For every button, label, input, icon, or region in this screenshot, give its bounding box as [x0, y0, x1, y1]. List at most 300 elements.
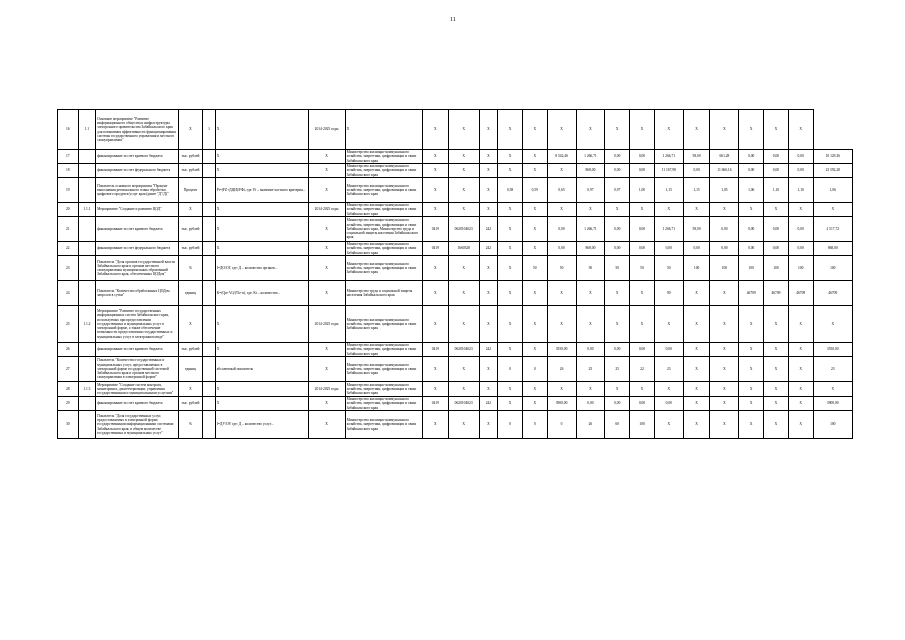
table-cell: X: [422, 306, 448, 343]
table-cell: единиц: [178, 281, 203, 306]
table-cell: Показатель "Количество государственных и муниципальных услуг, предоставляемых в электронной форме государственной системой Забайкальского края и органов местного самоуправления в электронной форме": [96, 357, 178, 382]
table-cell: X: [739, 382, 764, 397]
table-cell: 1 266,71: [576, 217, 605, 242]
table-cell: X: [788, 306, 813, 343]
table-cell: X: [448, 357, 479, 382]
table-cell: [78, 256, 96, 281]
table-cell: Показатель "Количество обработанных ЦОДом запросов в сутки": [96, 281, 178, 306]
table-cell: X: [448, 306, 479, 343]
table-cell: 0,00: [547, 242, 576, 256]
table-cell: 0,00: [547, 217, 576, 242]
table-row: [58, 343, 853, 357]
table-cell: 27: [58, 357, 79, 382]
table-cell: X: [215, 217, 308, 242]
table-cell: 50: [547, 256, 576, 281]
table-cell: X: [178, 382, 203, 397]
table-cell: X: [422, 256, 448, 281]
table-cell: X: [498, 343, 523, 357]
table-cell: Показатель "Доля органов государственной власти Забайкальского края и органов местного самоуправления муниципальных образований Забайкальского края, обеспеченных ЦОДом": [96, 256, 178, 281]
table-row: [58, 281, 853, 306]
table-cell: Мероприятие "Развитие государственных информационных систем Забайкальского края, используемых при предоставлении государственных и муниципальных услуг в электронной форме, а также обеспечение возможности предоставления государственных и муниципальных услуг в электронном виде": [96, 306, 178, 343]
table-cell: 0,00: [764, 164, 789, 178]
table-cell: X: [788, 382, 813, 397]
table-cell: X: [739, 110, 764, 150]
table-cell: I=ДО/ОГ, где: Д – количество органов...: [215, 256, 308, 281]
table-cell: Мероприятие "Создание и развитие ЦОД": [96, 203, 178, 217]
table-cell: 0,00: [605, 150, 630, 164]
table-cell: 50: [630, 256, 655, 281]
table-cell: 20: [58, 203, 79, 217]
table-cell: X: [498, 242, 523, 256]
table-cell: X: [215, 164, 308, 178]
table-cell: 11 666,16: [710, 164, 739, 178]
table-cell: 0,00: [630, 242, 655, 256]
table-cell: X: [576, 203, 605, 217]
table-cell: X: [788, 343, 813, 357]
table-cell: 0,00: [605, 397, 630, 411]
table-cell: 0,00: [764, 217, 789, 242]
table-cell: 2014-2025 годы: [308, 110, 345, 150]
table-cell: 0,00: [654, 242, 683, 256]
table-cell: 30: [58, 411, 79, 439]
table-cell: Процент: [178, 178, 203, 203]
table-cell: 1 266,71: [654, 150, 683, 164]
table-cell: X: [448, 382, 479, 397]
table-cell: Министерство жилищно-коммунального хозяйства, энергетики, цифровизации и связи Забайкальского края: [345, 203, 422, 217]
table-cell: X: [498, 203, 523, 217]
table-cell: X: [178, 203, 203, 217]
table-cell: 19: [58, 178, 79, 203]
table-cell: 90: [654, 281, 683, 306]
table-cell: тыс. рублей: [178, 242, 203, 256]
table-cell: X: [215, 397, 308, 411]
table-cell: X: [215, 203, 308, 217]
table-cell: X: [576, 306, 605, 343]
program-table: [57, 109, 853, 439]
table-cell: X: [654, 306, 683, 343]
table-cell: 1,10: [764, 178, 789, 203]
table-cell: 1.1.2: [78, 306, 96, 343]
table-cell: финансирование за счет краевого бюджета: [96, 150, 178, 164]
table-cell: X: [630, 203, 655, 217]
table-cell: Pi=(FZ+ДЦИ)/FФi, где: Fi – значение частного критерия...: [215, 178, 308, 203]
table-cell: X: [308, 281, 345, 306]
table-cell: [203, 178, 215, 203]
table-cell: 1,05: [710, 178, 739, 203]
table-cell: X: [710, 110, 739, 150]
table-cell: X: [422, 203, 448, 217]
table-cell: X: [308, 343, 345, 357]
table-cell: X: [522, 382, 547, 397]
table-cell: X: [605, 382, 630, 397]
table-cell: X: [215, 110, 308, 150]
table-cell: X: [576, 281, 605, 306]
table-cell: X: [479, 382, 498, 397]
table-cell: 50: [605, 256, 630, 281]
table-cell: X: [683, 306, 710, 343]
table-cell: X: [547, 382, 576, 397]
table-cell: X: [683, 357, 710, 382]
table-cell: 23: [654, 357, 683, 382]
table-cell: X: [448, 150, 479, 164]
table-cell: %: [178, 256, 203, 281]
table-cell: X: [422, 164, 448, 178]
table-cell: финансирование за счет краевого бюджета: [96, 397, 178, 411]
table-cell: X: [605, 203, 630, 217]
table-cell: X: [788, 357, 813, 382]
table-cell: 0,00: [630, 164, 655, 178]
table-cell: 29: [58, 397, 79, 411]
table-cell: 2014-2025 годы: [308, 306, 345, 343]
table-cell: X: [448, 411, 479, 439]
table-cell: 0,00: [710, 242, 739, 256]
table-cell: [203, 203, 215, 217]
table-cell: 0,00: [605, 217, 630, 242]
table-cell: 50: [576, 256, 605, 281]
table-cell: 25: [576, 357, 605, 382]
table-cell: X: [522, 110, 547, 150]
table-cell: X: [308, 217, 345, 242]
table-cell: X: [498, 306, 523, 343]
table-cell: X: [215, 382, 308, 397]
table-cell: [78, 217, 96, 242]
table-cell: 16: [58, 110, 79, 150]
table-cell: X: [630, 110, 655, 150]
table-cell: 868,00: [576, 242, 605, 256]
table-cell: X: [710, 281, 739, 306]
table-cell: 26: [58, 343, 79, 357]
table-cell: X: [605, 306, 630, 343]
table-cell: 50: [522, 256, 547, 281]
table-cell: X: [522, 242, 547, 256]
table-cell: финансирование за счет федерального бюджета: [96, 164, 178, 178]
table-cell: 242: [479, 217, 498, 242]
table-cell: X: [522, 281, 547, 306]
table-cell: 23: [58, 256, 79, 281]
table-cell: X: [630, 281, 655, 306]
table-cell: X: [479, 357, 498, 382]
table-cell: X: [498, 397, 523, 411]
table-cell: 2014-2025 годы: [308, 382, 345, 397]
table-cell: 18: [58, 164, 79, 178]
table-cell: X: [422, 281, 448, 306]
table-cell: X: [422, 150, 448, 164]
table-cell: [78, 343, 96, 357]
table-cell: 0: [498, 357, 523, 382]
table-cell: 100: [630, 411, 655, 439]
table-cell: [78, 411, 96, 439]
table-cell: 100: [683, 256, 710, 281]
table-cell: 0,00: [788, 217, 813, 242]
table-cell: X: [448, 178, 479, 203]
table-cell: Министерство жилищно-коммунального хозяйства, энергетики, цифровизации и связи Забайкальского края: [345, 411, 422, 439]
table-cell: 100: [764, 256, 789, 281]
table-cell: 0,00: [788, 242, 813, 256]
table-row: [58, 306, 853, 343]
table-cell: [203, 357, 215, 382]
table-cell: X: [630, 306, 655, 343]
table-cell: 46709: [788, 281, 813, 306]
table-cell: 1,10: [788, 178, 813, 203]
table-row: [58, 110, 853, 150]
table-cell: X: [739, 357, 764, 382]
table-cell: X: [308, 178, 345, 203]
table-row: [58, 357, 853, 382]
table-cell: X: [710, 382, 739, 397]
table-cell: X: [813, 203, 852, 217]
table-cell: тыс. рублей: [178, 164, 203, 178]
table-cell: Министерство жилищно-коммунального хозяйства, энергетики, цифровизации и связи Забайкальского края: [345, 164, 422, 178]
table-cell: X: [422, 178, 448, 203]
table-cell: 46709: [813, 281, 852, 306]
table-cell: 25: [605, 357, 630, 382]
table-cell: 1,15: [683, 178, 710, 203]
table-cell: [203, 281, 215, 306]
table-cell: 100: [813, 411, 852, 439]
table-cell: X: [422, 110, 448, 150]
table-cell: 3900,00: [813, 397, 852, 411]
table-cell: X: [422, 357, 448, 382]
table-cell: 1.1.3: [78, 382, 96, 397]
table-cell: X: [788, 397, 813, 411]
table-cell: 0,00: [630, 150, 655, 164]
table-cell: X: [813, 382, 852, 397]
table-cell: X: [215, 306, 308, 343]
table-cell: X: [479, 178, 498, 203]
table-cell: 22: [630, 357, 655, 382]
table-cell: 58,00: [683, 217, 710, 242]
table-cell: X: [448, 164, 479, 178]
table-cell: 22: [58, 242, 79, 256]
table-cell: 0,00: [739, 242, 764, 256]
table-cell: X: [522, 217, 547, 242]
table-cell: 100: [788, 256, 813, 281]
table-cell: 26: [576, 411, 605, 439]
table-cell: X: [448, 281, 479, 306]
table-cell: X: [479, 256, 498, 281]
table-cell: X: [448, 256, 479, 281]
table-cell: Министерство жилищно-коммунального хозяйства, энергетики, цифровизации и связи Забайкальского края: [345, 306, 422, 343]
table-cell: 0,00: [788, 150, 813, 164]
table-cell: 0: [522, 357, 547, 382]
table-cell: 3550,00: [813, 343, 852, 357]
table-cell: Министерство жилищно-коммунального хозяйства, энергетики, цифровизации и связи Забайкальского края: [345, 343, 422, 357]
table-cell: X: [498, 164, 523, 178]
table-row: [58, 178, 853, 203]
table-cell: 11 167,98: [654, 164, 683, 178]
table-cell: X: [710, 357, 739, 382]
table-cell: X: [345, 110, 422, 150]
table-cell: X: [479, 281, 498, 306]
table-cell: 0,00: [739, 150, 764, 164]
table-cell: 17: [58, 150, 79, 164]
table-cell: X: [630, 382, 655, 397]
table-cell: X: [605, 110, 630, 150]
table-cell: X: [308, 357, 345, 382]
table-cell: 46709: [764, 281, 789, 306]
table-cell: 0,00: [654, 343, 683, 357]
table-cell: 1,15: [654, 178, 683, 203]
table-cell: 242: [479, 343, 498, 357]
table-cell: X: [547, 164, 576, 178]
table-cell: [203, 411, 215, 439]
table-cell: 0,00: [764, 242, 789, 256]
table-cell: X: [547, 110, 576, 150]
table-cell: 661,28: [710, 150, 739, 164]
table-row: [58, 382, 853, 397]
table-cell: 0,00: [683, 164, 710, 178]
table-cell: 242: [479, 242, 498, 256]
table-cell: X: [522, 343, 547, 357]
table-cell: 58,00: [683, 150, 710, 164]
table-row: [58, 217, 853, 242]
table-cell: K=(Qn+Vt)/(Tk+n), где: Kt – количество...: [215, 281, 308, 306]
table-cell: Министерство жилищно-коммунального хозяйства, энергетики, цифровизации и связи Забайкальского края: [345, 357, 422, 382]
table-cell: X: [498, 110, 523, 150]
table-cell: X: [422, 382, 448, 397]
table-cell: X: [764, 382, 789, 397]
table-cell: X: [764, 411, 789, 439]
table-cell: X: [764, 343, 789, 357]
table-cell: Министерство жилищно-коммунального хозяйства, энергетики, цифровизации и связи Забайкальского края: [345, 256, 422, 281]
table-cell: X: [479, 150, 498, 164]
table-cell: X: [422, 411, 448, 439]
table-cell: 46709: [739, 281, 764, 306]
table-cell: [78, 357, 96, 382]
table-cell: Министерство жилищно-коммунального хозяйства, энергетики, цифровизации и связи Забайкальского края: [345, 382, 422, 397]
table-cell: [203, 397, 215, 411]
table-cell: X: [683, 411, 710, 439]
table-cell: X: [764, 203, 789, 217]
table-cell: X: [683, 382, 710, 397]
table-cell: [78, 164, 96, 178]
table-cell: 0,00: [739, 164, 764, 178]
table-cell: 0419: [422, 343, 448, 357]
table-cell: 1.1: [78, 110, 96, 150]
table-cell: X: [308, 150, 345, 164]
table-cell: 0,97: [576, 178, 605, 203]
table-cell: 868,00: [813, 242, 852, 256]
table-cell: X: [479, 110, 498, 150]
table-cell: 0,00: [605, 164, 630, 178]
table-cell: X: [308, 411, 345, 439]
table-cell: 0,65: [547, 178, 576, 203]
table-cell: 0: [522, 411, 547, 439]
table-cell: тыс. рублей: [178, 150, 203, 164]
table-row: [58, 256, 853, 281]
table-cell: 100: [813, 256, 852, 281]
table-cell: X: [739, 411, 764, 439]
table-cell: Показатель основного мероприятия "Процент выполнения регионального плана обработки цифрового продукта/услуг края (ранее "Д"/Д)": [96, 178, 178, 203]
table-cell: [203, 242, 215, 256]
table-cell: Мероприятие "Создание систем контроля, мониторинга, диспетчеризации, управления государственными и муниципальными услугами": [96, 382, 178, 397]
table-cell: X: [739, 203, 764, 217]
table-row: [58, 397, 853, 411]
table-cell: [78, 397, 96, 411]
table-cell: 0: [547, 411, 576, 439]
table-cell: [203, 382, 215, 397]
table-cell: 1,00: [630, 178, 655, 203]
table-cell: финансирование за счет краевого бюджета: [96, 217, 178, 242]
table-cell: тыс. рублей: [178, 397, 203, 411]
table-cell: Министерство труда и социальной защиты населения Забайкальского края: [345, 281, 422, 306]
table-cell: X: [788, 411, 813, 439]
table-cell: X: [654, 411, 683, 439]
table-row: [58, 242, 853, 256]
table-cell: 1 266,71: [576, 150, 605, 164]
table-cell: X: [215, 343, 308, 357]
table-cell: 0,00: [739, 217, 764, 242]
table-cell: 100: [710, 256, 739, 281]
table-cell: X: [308, 397, 345, 411]
table-cell: [78, 178, 96, 203]
table-cell: 0419: [422, 397, 448, 411]
table-cell: X: [522, 164, 547, 178]
table-cell: 2 517,72: [813, 217, 852, 242]
table-cell: 8 542,46: [547, 150, 576, 164]
table-cell: X: [710, 411, 739, 439]
table-cell: X: [547, 306, 576, 343]
table-cell: 0,00: [654, 397, 683, 411]
table-cell: X: [178, 306, 203, 343]
table-cell: тыс. рублей: [178, 343, 203, 357]
table-cell: 0,00: [788, 164, 813, 178]
table-cell: %: [178, 411, 203, 439]
table-cell: X: [739, 306, 764, 343]
table-cell: 0620104023: [448, 397, 479, 411]
table-cell: 0,00: [630, 217, 655, 242]
table-cell: 0,00: [630, 397, 655, 411]
table-cell: 1: [203, 110, 215, 150]
table-cell: X: [479, 203, 498, 217]
table-cell: X: [739, 343, 764, 357]
table-cell: 50: [654, 256, 683, 281]
table-cell: 28: [58, 382, 79, 397]
table-cell: 0,00: [576, 343, 605, 357]
table-row: [58, 411, 853, 439]
table-cell: 100: [739, 256, 764, 281]
table-cell: X: [710, 203, 739, 217]
table-cell: X: [683, 397, 710, 411]
table-cell: X: [498, 256, 523, 281]
table-cell: [78, 150, 96, 164]
table-cell: X: [654, 110, 683, 150]
table-cell: 24: [58, 281, 79, 306]
table-cell: X: [479, 306, 498, 343]
table-cell: Министерство жилищно-коммунального хозяйства, энергетики, цифровизации и связи Забайкальского края: [345, 150, 422, 164]
table-cell: X: [522, 397, 547, 411]
table-cell: 23: [813, 357, 852, 382]
table-cell: 868,00: [576, 164, 605, 178]
table-cell: X: [479, 164, 498, 178]
table-cell: 0,00: [605, 242, 630, 256]
table-cell: X: [215, 150, 308, 164]
table-cell: 23 592,28: [813, 164, 852, 178]
table-cell: X: [710, 397, 739, 411]
table-cell: X: [813, 306, 852, 343]
table-cell: X: [498, 150, 523, 164]
table-cell: X: [215, 242, 308, 256]
table-cell: 26: [547, 357, 576, 382]
table-cell: Министерство жилищно-коммунального хозяйства, энергетики, цифровизации и связи Забайкальского края: [345, 178, 422, 203]
table-cell: Министерство жилищно-коммунального хозяйства, энергетики, цифровизации и связи Забайкальского края: [345, 397, 422, 411]
table-cell: 0,00: [710, 217, 739, 242]
table-cell: [203, 343, 215, 357]
table-cell: 3900,00: [547, 397, 576, 411]
table-cell: 0620104023: [448, 343, 479, 357]
table-cell: 0,00: [683, 242, 710, 256]
table-cell: [203, 164, 215, 178]
